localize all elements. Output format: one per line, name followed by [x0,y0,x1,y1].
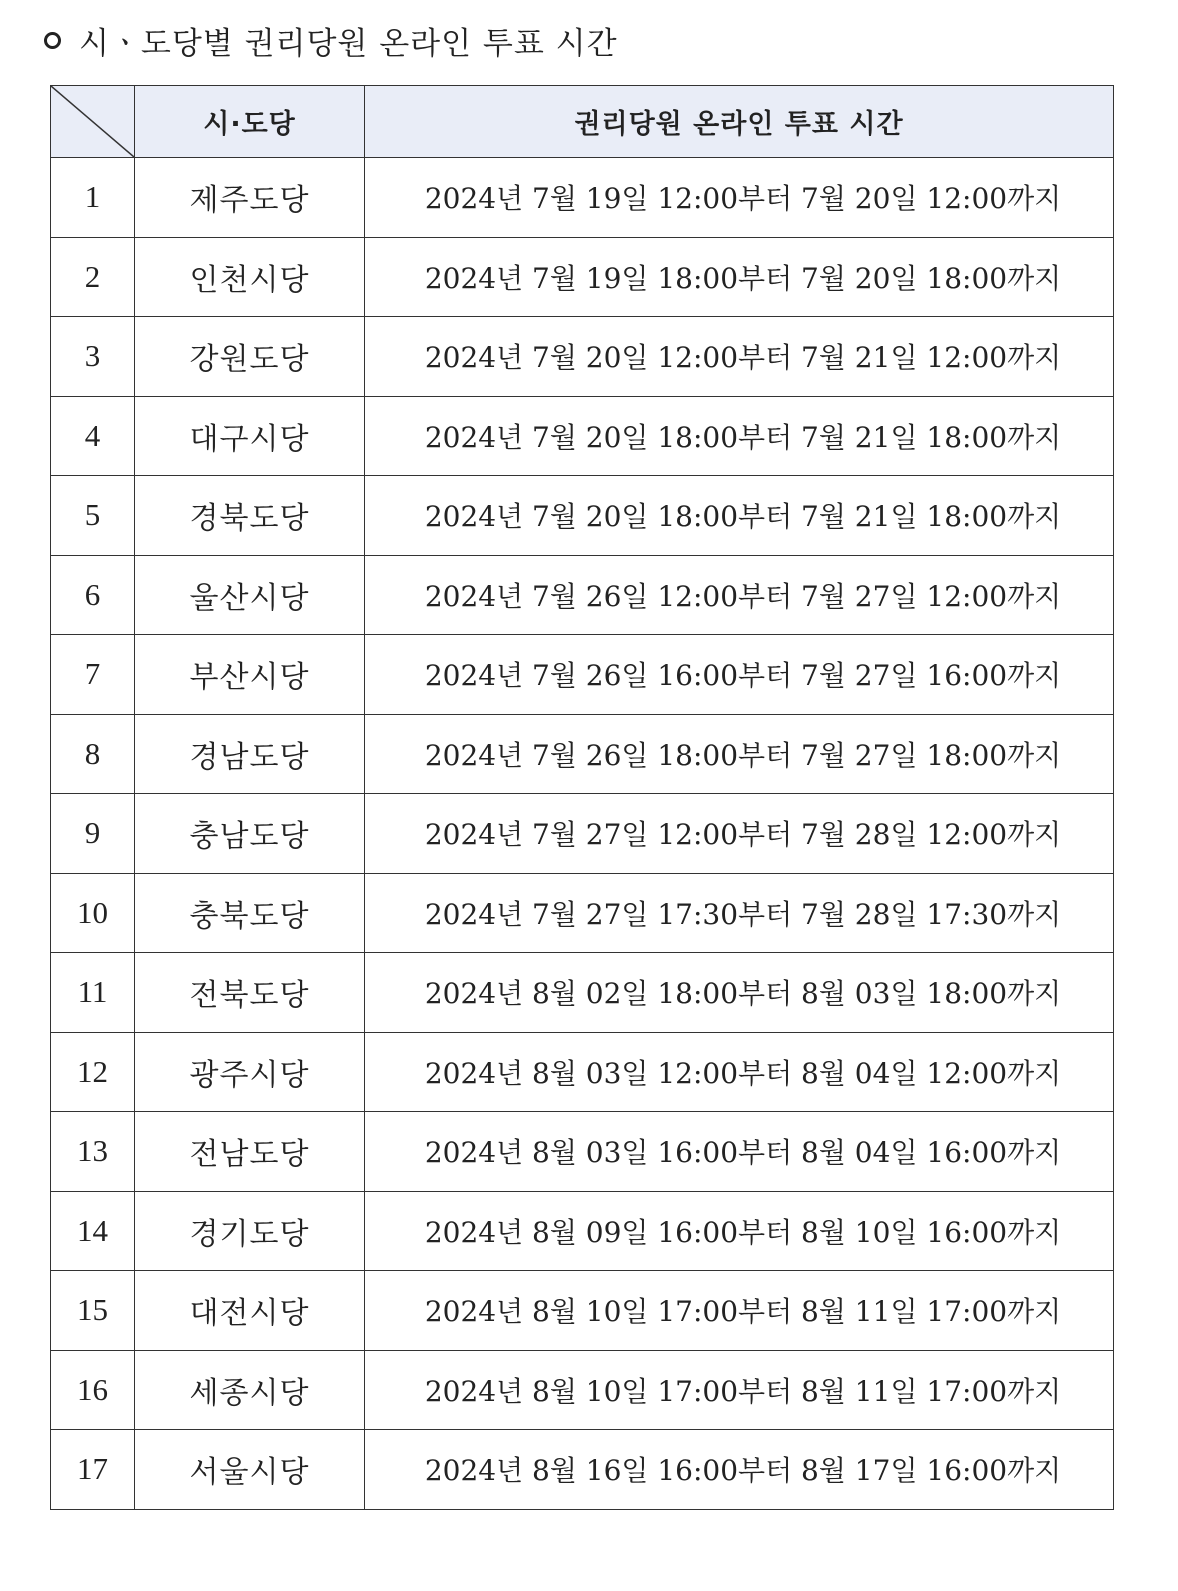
table-row [51,1350,1114,1430]
table-row [51,1112,1114,1192]
row-number: 13 [51,1112,135,1192]
header-time: 권리당원 온라인 투표 시간 [365,86,1114,158]
party-name: 대전시당 [135,1271,365,1351]
row-number: 2 [51,237,135,317]
party-name: 제주도당 [135,158,365,238]
party-name: 광주시당 [135,1032,365,1112]
table-row [51,396,1114,476]
row-number: 11 [51,953,135,1033]
row-number: 16 [51,1350,135,1430]
table-row [51,1032,1114,1112]
voting-time: 2024년 8월 09일 16:00부터 8월 10일 16:00까지 [365,1191,1114,1271]
table-row [51,635,1114,715]
voting-schedule-table [50,85,1114,1510]
header-party: 시·도당 [135,86,365,158]
voting-time: 2024년 7월 26일 12:00부터 7월 27일 12:00까지 [365,555,1114,635]
table-header-row [51,86,1114,158]
party-name: 세종시당 [135,1350,365,1430]
row-number: 15 [51,1271,135,1351]
table-row [51,1191,1114,1271]
voting-time: 2024년 7월 20일 18:00부터 7월 21일 18:00까지 [365,476,1114,556]
table-row [51,476,1114,556]
party-name: 인천시당 [135,237,365,317]
row-number: 7 [51,635,135,715]
row-number: 4 [51,396,135,476]
section-heading [44,18,618,62]
party-name: 충남도당 [135,794,365,874]
party-name: 경북도당 [135,476,365,556]
table-row [51,1430,1114,1510]
table-row [51,317,1114,397]
voting-time: 2024년 8월 02일 18:00부터 8월 03일 18:00까지 [365,953,1114,1033]
row-number: 3 [51,317,135,397]
party-name: 강원도당 [135,317,365,397]
voting-time: 2024년 8월 16일 16:00부터 8월 17일 16:00까지 [365,1430,1114,1510]
table-row [51,953,1114,1033]
row-number: 12 [51,1032,135,1112]
row-number: 5 [51,476,135,556]
voting-time: 2024년 7월 27일 12:00부터 7월 28일 12:00까지 [365,794,1114,874]
voting-time: 2024년 7월 20일 12:00부터 7월 21일 12:00까지 [365,317,1114,397]
hollow-circle-icon [44,32,61,49]
table-header [51,86,1114,158]
row-number: 1 [51,158,135,238]
table-row [51,237,1114,317]
party-name: 경기도당 [135,1191,365,1271]
row-number: 8 [51,714,135,794]
voting-time: 2024년 8월 10일 17:00부터 8월 11일 17:00까지 [365,1271,1114,1351]
party-name: 충북도당 [135,873,365,953]
row-number: 17 [51,1430,135,1510]
voting-time: 2024년 7월 20일 18:00부터 7월 21일 18:00까지 [365,396,1114,476]
voting-time: 2024년 7월 19일 12:00부터 7월 20일 12:00까지 [365,158,1114,238]
voting-time: 2024년 7월 26일 18:00부터 7월 27일 18:00까지 [365,714,1114,794]
row-number: 6 [51,555,135,635]
header-corner-cell [51,86,135,158]
row-number: 9 [51,794,135,874]
row-number: 10 [51,873,135,953]
row-number: 14 [51,1191,135,1271]
section-heading-text: 시ㆍ도당별 권리당원 온라인 투표 시간 [79,25,618,62]
table-row [51,555,1114,635]
voting-time: 2024년 7월 19일 18:00부터 7월 20일 18:00까지 [365,237,1114,317]
voting-time: 2024년 8월 03일 16:00부터 8월 04일 16:00까지 [365,1112,1114,1192]
party-name: 전북도당 [135,953,365,1033]
table-row [51,873,1114,953]
voting-time: 2024년 7월 26일 16:00부터 7월 27일 16:00까지 [365,635,1114,715]
voting-time: 2024년 7월 27일 17:30부터 7월 28일 17:30까지 [365,873,1114,953]
table-row [51,714,1114,794]
party-name: 전남도당 [135,1112,365,1192]
party-name: 경남도당 [135,714,365,794]
party-name: 대구시당 [135,396,365,476]
party-name: 울산시당 [135,555,365,635]
party-name: 부산시당 [135,635,365,715]
voting-time: 2024년 8월 03일 12:00부터 8월 04일 12:00까지 [365,1032,1114,1112]
table-row [51,158,1114,238]
voting-time: 2024년 8월 10일 17:00부터 8월 11일 17:00까지 [365,1350,1114,1430]
diagonal-line-icon [51,86,134,157]
table-row [51,794,1114,874]
table-row [51,1271,1114,1351]
table-body [51,158,1114,1510]
party-name: 서울시당 [135,1430,365,1510]
